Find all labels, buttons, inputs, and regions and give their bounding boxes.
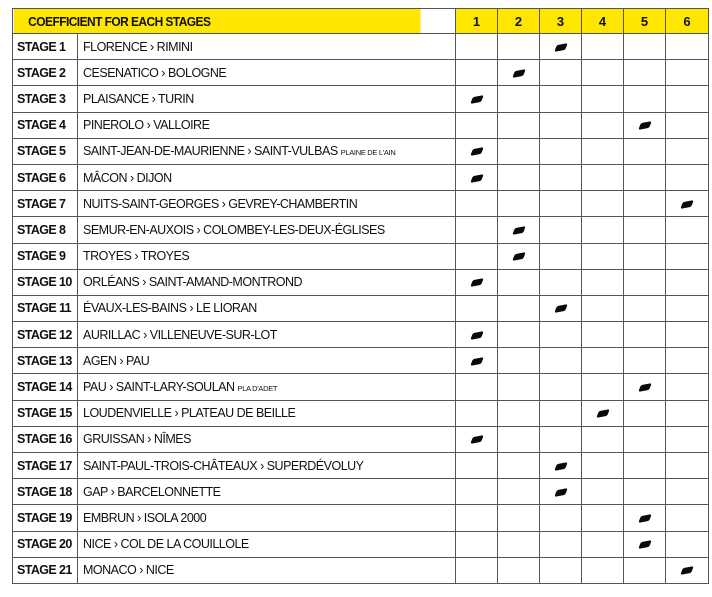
coefficient-cell-5 [624,531,666,557]
table-row [13,557,709,583]
stage-route [78,34,456,60]
table-row [13,86,709,112]
table-row [13,426,709,452]
coefficient-cell-2 [498,269,540,295]
check-mark-icon [470,174,483,183]
table-row [13,34,709,60]
stage-route [78,557,456,583]
route-text: EMBRUN › ISOLA 2000 [83,510,207,525]
column-header-5: 5 [624,9,666,34]
coefficient-cell-4 [582,112,624,138]
table-row [13,60,709,86]
check-mark-icon [638,540,651,549]
stage-label: STAGE 20 [13,531,78,557]
coefficient-cell-2 [498,191,540,217]
coefficient-cell-3 [540,400,582,426]
coefficient-cell-1 [456,348,498,374]
coefficient-cell-1 [456,400,498,426]
coefficient-cell-1 [456,479,498,505]
stage-label: STAGE 1 [13,34,78,60]
stage-route [78,348,456,374]
coefficient-cell-3 [540,269,582,295]
table-row [13,191,709,217]
stage-route [78,295,456,321]
coefficient-cell-4 [582,453,624,479]
coefficient-cell-4 [582,426,624,452]
stage-label: STAGE 11 [13,295,78,321]
stage-route [78,479,456,505]
coefficient-cell-2 [498,322,540,348]
table-row [13,112,709,138]
table-row [13,322,709,348]
coefficient-cell-2 [498,60,540,86]
coefficient-cell-6 [666,86,709,112]
coefficient-cell-6 [666,400,709,426]
coefficient-cell-2 [498,217,540,243]
coefficient-cell-6 [666,453,709,479]
coefficient-cell-2 [498,479,540,505]
stage-label: STAGE 6 [13,164,78,190]
route-text: SAINT-PAUL-TROIS-CHÂTEAUX › SUPERDÉVOLUY [83,458,364,473]
coefficient-cell-2 [498,557,540,583]
coefficient-cell-4 [582,34,624,60]
coefficient-cell-5 [624,479,666,505]
stage-route [78,322,456,348]
table-row [13,138,709,164]
coefficient-cell-4 [582,217,624,243]
stage-route [78,191,456,217]
coefficient-cell-4 [582,557,624,583]
table-row [13,453,709,479]
coefficient-cell-6 [666,269,709,295]
coefficient-cell-1 [456,243,498,269]
coefficient-cell-4 [582,60,624,86]
stage-label: STAGE 21 [13,557,78,583]
coefficient-cell-3 [540,426,582,452]
column-header-6: 6 [666,9,709,34]
coefficient-cell-5 [624,453,666,479]
route-text: MONACO › NICE [83,563,174,578]
route-text: SEMUR-EN-AUXOIS › COLOMBEY-LES-DEUX-ÉGLISES [83,222,385,237]
stage-label: STAGE 18 [13,479,78,505]
table-row [13,348,709,374]
coefficient-cell-2 [498,138,540,164]
check-mark-icon [470,357,483,366]
coefficient-cell-6 [666,138,709,164]
coefficient-cell-4 [582,295,624,321]
check-mark-icon [470,147,483,156]
column-header-3: 3 [540,9,582,34]
route-text: PAU › SAINT-LARY-SOULAN [83,380,235,395]
route-text: CESENATICO › BOLOGNE [83,65,227,80]
coefficient-cell-6 [666,531,709,557]
coefficient-cell-6 [666,217,709,243]
table-row [13,295,709,321]
coefficient-cell-5 [624,295,666,321]
coefficient-cell-4 [582,243,624,269]
coefficient-cell-1 [456,217,498,243]
route-text: PINEROLO › VALLOIRE [83,118,210,133]
coefficient-cell-3 [540,453,582,479]
coefficient-cell-5 [624,60,666,86]
coefficient-cell-4 [582,269,624,295]
check-mark-icon [554,462,567,471]
coefficient-cell-6 [666,348,709,374]
stage-route [78,400,456,426]
coefficient-cell-6 [666,374,709,400]
coefficient-table [12,8,709,584]
stage-label: STAGE 5 [13,138,78,164]
header-row [13,9,709,34]
table-title: COEFFICIENT FOR EACH STAGES [13,9,421,34]
coefficient-cell-5 [624,348,666,374]
coefficient-cell-1 [456,505,498,531]
coefficient-cell-5 [624,269,666,295]
coefficient-cell-2 [498,295,540,321]
coefficient-cell-3 [540,217,582,243]
coefficient-cell-3 [540,86,582,112]
coefficient-cell-2 [498,243,540,269]
stage-label: STAGE 3 [13,86,78,112]
check-mark-icon [638,121,651,130]
column-header-4: 4 [582,9,624,34]
check-mark-icon [470,435,483,444]
route-text: PLAISANCE › TURIN [83,91,194,106]
coefficient-cell-5 [624,86,666,112]
table-row [13,374,709,400]
coefficient-cell-2 [498,164,540,190]
route-text: LOUDENVIELLE › PLATEAU DE BEILLE [83,406,296,421]
route-text: MÂCON › DIJON [83,170,172,185]
route-text: NUITS-SAINT-GEORGES › GEVREY-CHAMBERTIN [83,196,358,211]
route-text: ORLÉANS › SAINT-AMAND-MONTROND [83,275,303,290]
coefficient-cell-5 [624,426,666,452]
stage-label: STAGE 19 [13,505,78,531]
coefficient-cell-1 [456,34,498,60]
coefficient-cell-1 [456,269,498,295]
coefficient-cell-4 [582,374,624,400]
table-row [13,164,709,190]
route-text: GAP › BARCELONNETTE [83,484,221,499]
coefficient-cell-6 [666,557,709,583]
coefficient-cell-3 [540,138,582,164]
coefficient-cell-3 [540,60,582,86]
coefficient-cell-2 [498,34,540,60]
coefficient-cell-6 [666,191,709,217]
stage-label: STAGE 7 [13,191,78,217]
route-text: FLORENCE › RIMINI [83,39,193,54]
coefficient-cell-2 [498,86,540,112]
coefficient-cell-5 [624,322,666,348]
coefficient-cell-1 [456,557,498,583]
coefficient-cell-3 [540,322,582,348]
coefficient-cell-2 [498,348,540,374]
route-text: GRUISSAN › NÎMES [83,432,191,447]
coefficient-cell-4 [582,348,624,374]
coefficient-cell-6 [666,479,709,505]
coefficient-cell-4 [582,505,624,531]
stage-label: STAGE 8 [13,217,78,243]
coefficient-cell-4 [582,531,624,557]
coefficient-cell-5 [624,374,666,400]
stage-route [78,217,456,243]
stage-label: STAGE 13 [13,348,78,374]
check-mark-icon [470,95,483,104]
check-mark-icon [680,200,693,209]
stage-label: STAGE 2 [13,60,78,86]
check-mark-icon [554,305,567,314]
check-mark-icon [554,488,567,497]
coefficient-cell-3 [540,164,582,190]
coefficient-cell-3 [540,34,582,60]
table-row [13,400,709,426]
coefficient-cell-4 [582,191,624,217]
stage-label: STAGE 4 [13,112,78,138]
coefficient-cell-3 [540,243,582,269]
stage-route [78,505,456,531]
coefficient-cell-3 [540,112,582,138]
coefficient-cell-4 [582,138,624,164]
coefficient-cell-1 [456,164,498,190]
check-mark-icon [470,278,483,287]
route-text: ÉVAUX-LES-BAINS › LE LIORAN [83,301,257,316]
coefficient-cell-6 [666,34,709,60]
coefficient-cell-5 [624,138,666,164]
coefficient-cell-5 [624,112,666,138]
stage-label: STAGE 12 [13,322,78,348]
coefficient-cell-5 [624,217,666,243]
column-header-1: 1 [456,9,498,34]
coefficient-cell-1 [456,60,498,86]
coefficient-cell-3 [540,479,582,505]
coefficient-cell-1 [456,531,498,557]
coefficient-cell-5 [624,34,666,60]
route-subtitle: PLAINE DE L'AIN [340,148,396,158]
coefficient-cell-1 [456,322,498,348]
check-mark-icon [638,514,651,523]
stage-label: STAGE 10 [13,269,78,295]
coefficient-cell-1 [456,453,498,479]
coefficient-cell-1 [456,374,498,400]
coefficient-cell-5 [624,164,666,190]
coefficient-cell-3 [540,295,582,321]
coefficient-cell-3 [540,531,582,557]
stage-route [78,269,456,295]
coefficient-cell-2 [498,400,540,426]
coefficient-cell-5 [624,191,666,217]
coefficient-cell-2 [498,531,540,557]
stage-route [78,426,456,452]
coefficient-cell-1 [456,138,498,164]
check-mark-icon [554,43,567,52]
coefficient-cell-1 [456,295,498,321]
route-text: AURILLAC › VILLENEUVE-SUR-LOT [83,327,277,342]
stage-route [78,86,456,112]
coefficient-cell-4 [582,479,624,505]
stage-route [78,164,456,190]
table-row [13,269,709,295]
coefficient-cell-6 [666,60,709,86]
route-text: NICE › COL DE LA COUILLOLE [83,537,249,552]
coefficient-cell-3 [540,557,582,583]
coefficient-cell-6 [666,243,709,269]
table-row [13,243,709,269]
coefficient-cell-5 [624,505,666,531]
coefficient-cell-5 [624,400,666,426]
stage-route [78,112,456,138]
check-mark-icon [596,409,609,418]
stage-label: STAGE 14 [13,374,78,400]
coefficient-cell-3 [540,505,582,531]
coefficient-cell-2 [498,505,540,531]
table-row [13,505,709,531]
coefficient-cell-6 [666,322,709,348]
coefficient-cell-2 [498,453,540,479]
stage-label: STAGE 17 [13,453,78,479]
coefficient-cell-4 [582,164,624,190]
coefficient-cell-3 [540,374,582,400]
check-mark-icon [638,383,651,392]
coefficient-cell-6 [666,295,709,321]
coefficient-cell-1 [456,86,498,112]
stage-label: STAGE 9 [13,243,78,269]
coefficient-cell-4 [582,400,624,426]
coefficient-cell-1 [456,426,498,452]
coefficient-cell-3 [540,191,582,217]
stage-route [78,374,456,400]
coefficient-cell-4 [582,322,624,348]
check-mark-icon [512,226,525,235]
stage-route [78,243,456,269]
stage-route [78,60,456,86]
coefficient-cell-6 [666,505,709,531]
coefficient-cell-1 [456,191,498,217]
stage-label: STAGE 15 [13,400,78,426]
stage-route [78,531,456,557]
coefficient-cell-2 [498,112,540,138]
table-body [13,34,709,584]
stage-label: STAGE 16 [13,426,78,452]
table-row [13,479,709,505]
coefficient-cell-3 [540,348,582,374]
table-row [13,531,709,557]
route-text: AGEN › PAU [83,353,150,368]
coefficient-cell-6 [666,164,709,190]
check-mark-icon [512,69,525,78]
route-subtitle: PLA D'ADET [237,384,278,394]
column-header-2: 2 [498,9,540,34]
coefficient-cell-4 [582,86,624,112]
check-mark-icon [680,566,693,575]
check-mark-icon [470,331,483,340]
coefficient-cell-6 [666,426,709,452]
coefficient-cell-1 [456,112,498,138]
stage-route [78,453,456,479]
route-text: TROYES › TROYES [83,249,190,264]
coefficient-cell-2 [498,374,540,400]
coefficient-cell-2 [498,426,540,452]
coefficient-cell-6 [666,112,709,138]
route-text: SAINT-JEAN-DE-MAURIENNE › SAINT-VULBAS [83,144,338,159]
check-mark-icon [512,252,525,261]
stage-route [78,138,456,164]
coefficient-cell-5 [624,557,666,583]
coefficient-cell-5 [624,243,666,269]
table-row [13,217,709,243]
